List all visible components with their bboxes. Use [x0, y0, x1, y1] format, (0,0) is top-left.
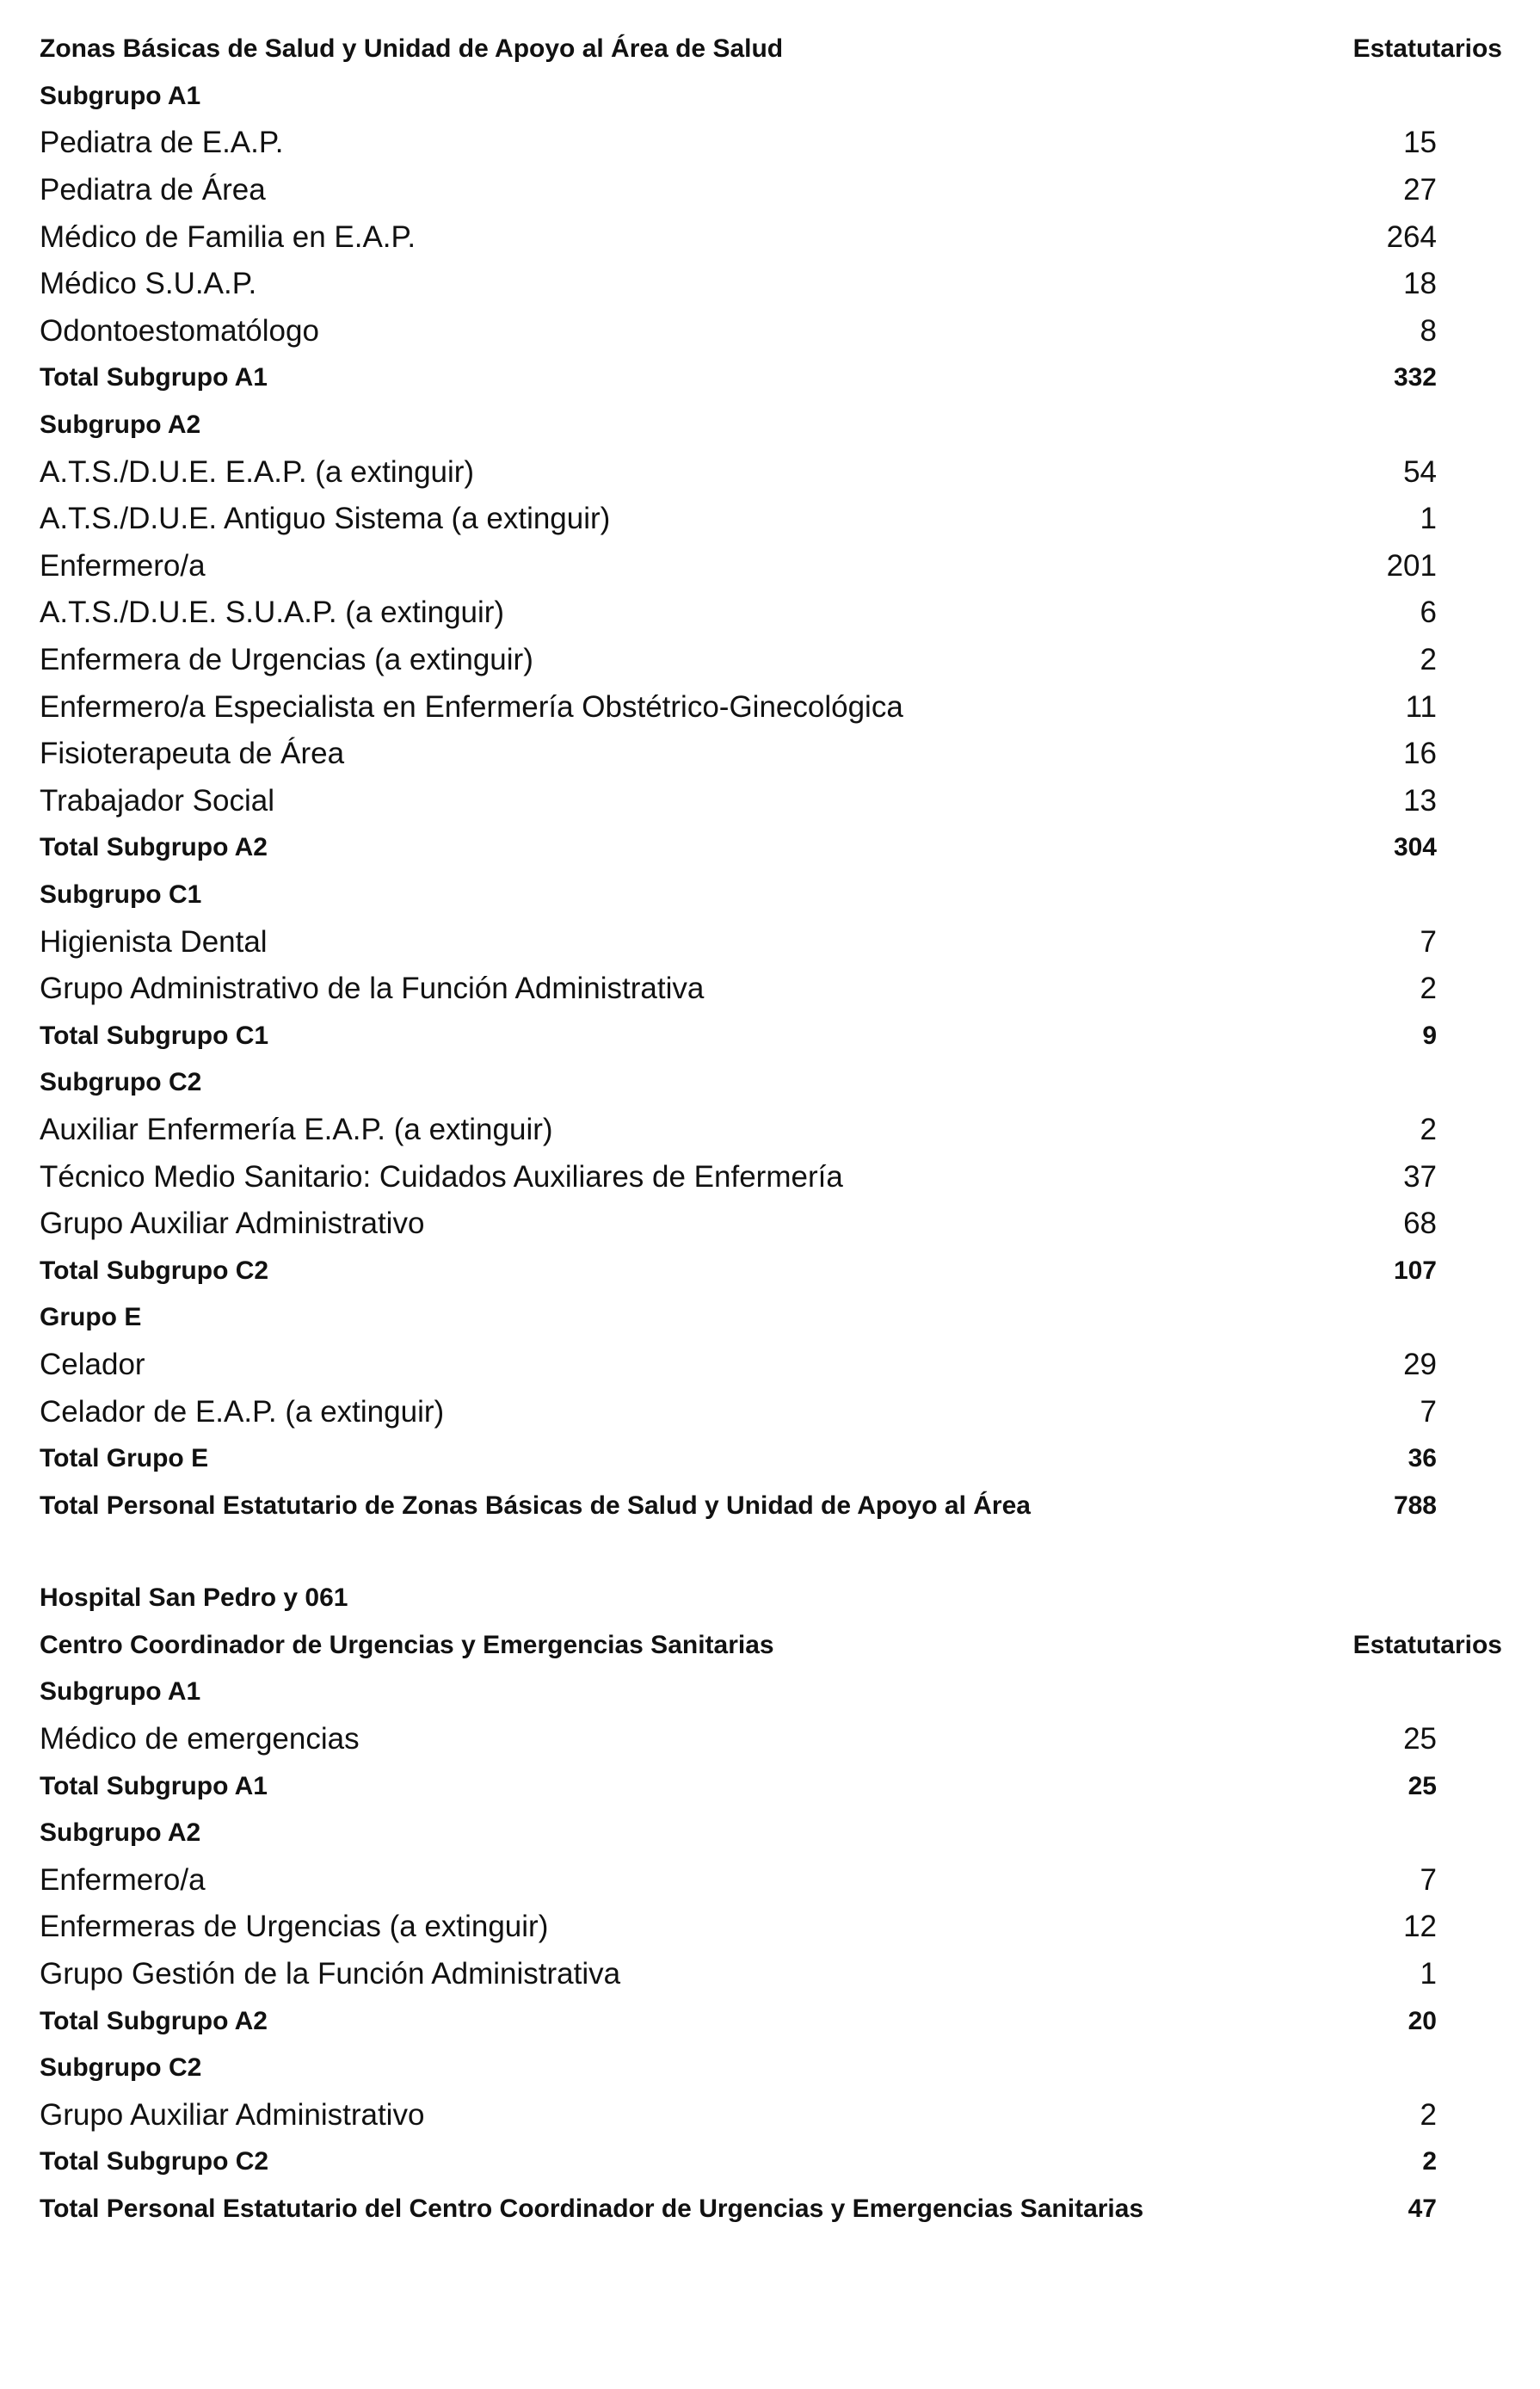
row-count: 2 [1420, 2097, 1437, 2132]
row-count: 68 [1403, 1207, 1437, 1241]
row-count: 25 [1403, 1722, 1437, 1756]
row-count: 36 [1408, 1444, 1437, 1473]
row-label: Odontoestomatólogo [40, 313, 319, 348]
table-row [40, 1342, 1502, 1389]
section-heading-label: Zonas Básicas de Salud y Unidad de Apoyo al Área de Salud [40, 34, 784, 64]
table-row [40, 1153, 1502, 1201]
row-label: Total Personal Estatutario del Centro Coordinador de Urgencias y Emergencias Sanitarias [40, 2195, 1144, 2224]
table-row [40, 496, 1502, 543]
total-row [40, 1482, 1502, 1529]
row-count: 47 [1408, 2195, 1437, 2224]
row-count: 264 [1386, 219, 1437, 254]
row-label: Total Subgrupo C2 [40, 2147, 269, 2176]
table-row [40, 448, 1502, 496]
row-label: Grupo Auxiliar Administrativo [40, 2097, 425, 2132]
row-label: Pediatra de Área [40, 173, 266, 207]
group-heading [40, 2045, 1502, 2092]
row-label: Técnico Medio Sanitario: Cuidados Auxiliares de Enfermería [40, 1159, 843, 1194]
table-row [40, 683, 1502, 731]
row-count: 11 [1405, 689, 1437, 724]
row-count: 107 [1393, 1256, 1437, 1285]
table-row [40, 213, 1502, 261]
section-heading-label: Hospital San Pedro y 061 [40, 1583, 348, 1613]
row-count: 7 [1420, 1394, 1437, 1429]
row-label: Enfermero/a Especialista en Enfermería Obstétrico-Ginecológica [40, 689, 903, 724]
total-row [40, 1247, 1502, 1294]
column-header: Estatutarios [1352, 34, 1502, 64]
table-row [40, 1716, 1502, 1763]
section-heading [40, 1622, 1502, 1670]
row-label: Grupo E [40, 1303, 142, 1332]
group-heading [40, 1810, 1502, 1857]
table-row [40, 120, 1502, 167]
row-label: Total Grupo E [40, 1444, 209, 1473]
row-count: 8 [1420, 313, 1437, 348]
row-count: 1 [1420, 1957, 1437, 1991]
row-label: Higienista Dental [40, 924, 268, 959]
table-row [40, 1857, 1502, 1904]
table-row [40, 918, 1502, 966]
row-count: 27 [1403, 173, 1437, 207]
table-row [40, 731, 1502, 778]
row-label: Total Subgrupo A1 [40, 363, 268, 392]
table-row [40, 308, 1502, 355]
row-label: Total Personal Estatutario de Zonas Básicas de Salud y Unidad de Apoyo al Área [40, 1491, 1031, 1520]
table-row [40, 966, 1502, 1013]
row-count: 2 [1420, 1112, 1437, 1146]
row-label: Subgrupo A1 [40, 1677, 201, 1707]
total-row [40, 355, 1502, 402]
row-label: Trabajador Social [40, 783, 275, 818]
row-count: 332 [1393, 363, 1437, 392]
row-label: Pediatra de E.A.P. [40, 126, 284, 160]
staff-table-document [40, 26, 1502, 2232]
section-heading [40, 1575, 1502, 1622]
table-row [40, 2092, 1502, 2139]
total-row [40, 1435, 1502, 1483]
row-label: A.T.S./D.U.E. E.A.P. (a extinguir) [40, 454, 475, 489]
row-count: 16 [1403, 737, 1437, 771]
table-row [40, 637, 1502, 684]
row-label: Subgrupo A2 [40, 1818, 201, 1848]
row-label: A.T.S./D.U.E. S.U.A.P. (a extinguir) [40, 596, 505, 630]
row-count: 54 [1403, 454, 1437, 489]
total-row [40, 2139, 1502, 2186]
row-count: 18 [1403, 267, 1437, 301]
table-row [40, 590, 1502, 637]
row-label: Total Subgrupo A2 [40, 833, 268, 862]
row-count: 15 [1403, 126, 1437, 160]
row-count: 13 [1403, 783, 1437, 818]
row-label: Subgrupo C1 [40, 880, 202, 909]
row-count: 37 [1403, 1159, 1437, 1194]
staff-section [40, 26, 1502, 1529]
row-count: 25 [1408, 1771, 1437, 1800]
section-heading [40, 26, 1502, 73]
table-row [40, 167, 1502, 214]
row-label: Total Subgrupo A2 [40, 2006, 268, 2035]
row-count: 1 [1420, 502, 1437, 536]
row-label: Médico de emergencias [40, 1722, 360, 1756]
row-count: 304 [1393, 833, 1437, 862]
row-count: 9 [1422, 1021, 1437, 1050]
row-label: Grupo Auxiliar Administrativo [40, 1207, 425, 1241]
section-heading-label: Centro Coordinador de Urgencias y Emergencias Sanitarias [40, 1630, 774, 1659]
table-row [40, 1201, 1502, 1248]
row-count: 788 [1393, 1491, 1437, 1520]
row-count: 7 [1420, 924, 1437, 959]
row-label: Fisioterapeuta de Área [40, 737, 345, 771]
row-label: Total Subgrupo A1 [40, 1771, 268, 1800]
row-label: Subgrupo A2 [40, 411, 201, 440]
row-count: 20 [1408, 2006, 1437, 2035]
table-row [40, 543, 1502, 590]
group-heading [40, 73, 1502, 120]
row-label: Enfermeras de Urgencias (a extinguir) [40, 1910, 549, 1944]
row-count: 7 [1420, 1862, 1437, 1897]
staff-section [40, 1575, 1502, 2232]
row-label: Auxiliar Enfermería E.A.P. (a extinguir) [40, 1112, 553, 1146]
total-row [40, 2186, 1502, 2233]
group-heading [40, 402, 1502, 449]
table-row [40, 1951, 1502, 1998]
row-label: Enfermero/a [40, 548, 206, 583]
row-label: A.T.S./D.U.E. Antiguo Sistema (a extinguir) [40, 502, 611, 536]
row-count: 2 [1422, 2147, 1437, 2176]
total-row [40, 1762, 1502, 1810]
row-count: 2 [1420, 972, 1437, 1006]
table-row [40, 1107, 1502, 1154]
group-heading [40, 1059, 1502, 1107]
table-row [40, 1388, 1502, 1435]
row-label: Enfermero/a [40, 1862, 206, 1897]
total-row [40, 1997, 1502, 2045]
row-label: Celador de E.A.P. (a extinguir) [40, 1394, 445, 1429]
row-label: Grupo Gestión de la Función Administrativa [40, 1957, 621, 1991]
row-label: Enfermera de Urgencias (a extinguir) [40, 643, 533, 677]
row-label: Total Subgrupo C1 [40, 1021, 269, 1050]
row-count: 29 [1403, 1347, 1437, 1381]
row-count: 12 [1403, 1910, 1437, 1944]
table-row [40, 261, 1502, 308]
group-heading [40, 1294, 1502, 1342]
row-label: Celador [40, 1347, 145, 1381]
row-count: 2 [1420, 643, 1437, 677]
row-label: Grupo Administrativo de la Función Administrativa [40, 972, 705, 1006]
group-heading [40, 1669, 1502, 1716]
group-heading [40, 872, 1502, 919]
total-row [40, 824, 1502, 872]
row-label: Médico de Familia en E.A.P. [40, 219, 416, 254]
table-row [40, 1904, 1502, 1951]
row-count: 201 [1386, 548, 1437, 583]
row-label: Médico S.U.A.P. [40, 267, 257, 301]
row-label: Subgrupo C2 [40, 1068, 202, 1097]
row-count: 6 [1420, 596, 1437, 630]
column-header: Estatutarios [1352, 1630, 1502, 1659]
row-label: Total Subgrupo C2 [40, 1256, 269, 1285]
total-row [40, 1012, 1502, 1059]
row-label: Subgrupo A1 [40, 81, 201, 110]
table-row [40, 778, 1502, 825]
row-label: Subgrupo C2 [40, 2053, 202, 2083]
